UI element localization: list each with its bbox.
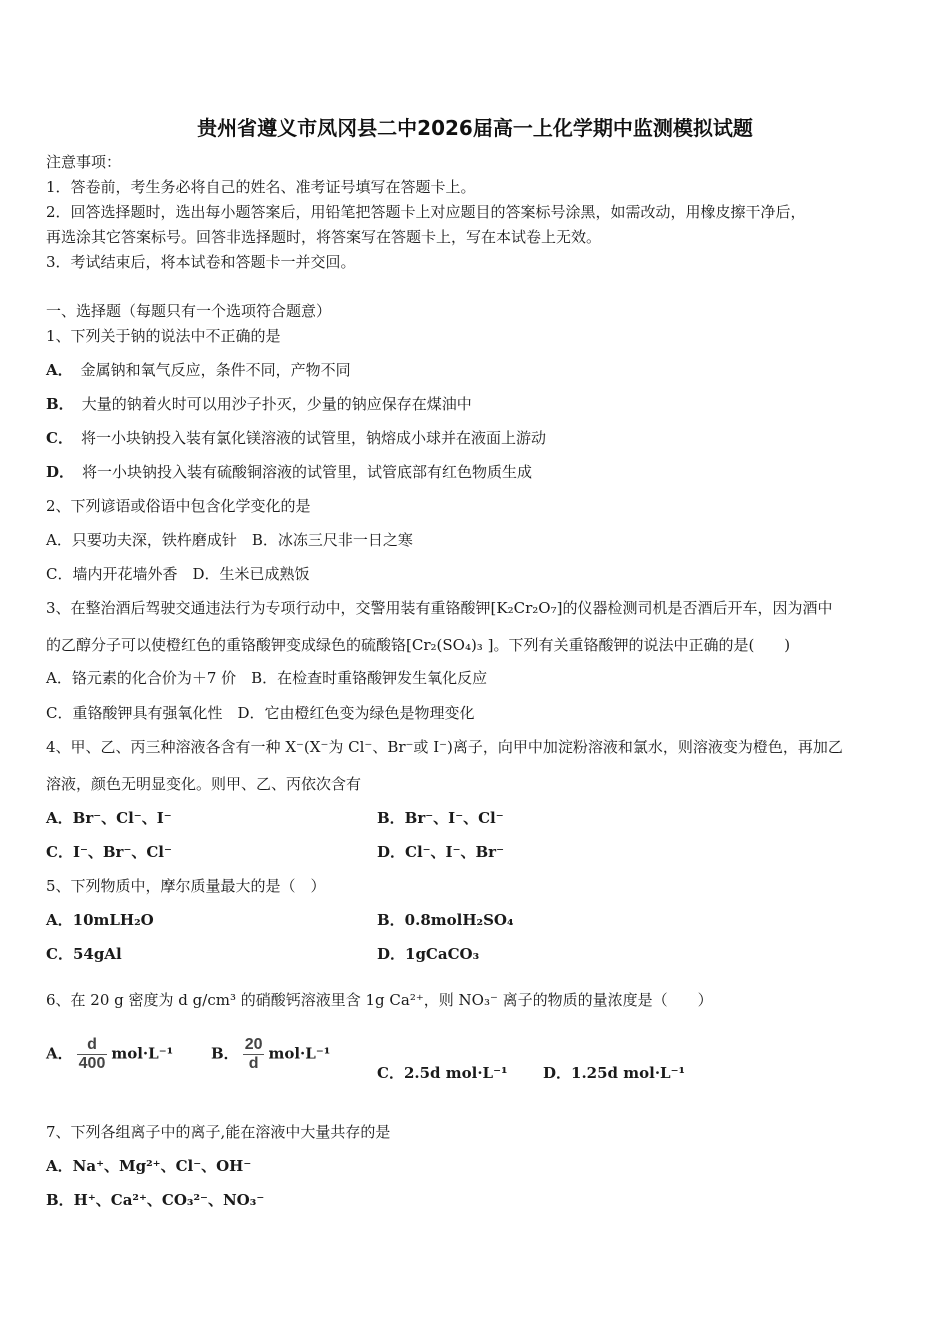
q2-stem: 2、下列谚语或俗语中包含化学变化的是 — [46, 497, 311, 515]
q4-option-a: A．Br⁻、Cl⁻、I⁻ — [46, 809, 172, 827]
q3-stem-1: 3、在整治酒后驾驶交通违法行为专项行动中，交警用装有重铬酸钾[K₂Cr₂O₇]的仪器检测司机是否酒后开车，因为酒中 — [46, 599, 833, 617]
q7-option-a: A．Na⁺、Mg²⁺、Cl⁻、OH⁻ — [46, 1157, 252, 1175]
q6-option-a-unit: mol·L⁻¹ — [111, 1044, 174, 1063]
q6-stem: 6、在 20 g 密度为 d g/cm³ 的硝酸钙溶液里含 1g Ca²⁺，则 NO₃⁻ 离子的物质的量浓度是（ ） — [46, 991, 713, 1009]
q4-option-d: D．Cl⁻、I⁻、Br⁻ — [377, 843, 504, 861]
q1-option-d: D． 将一小块钠投入装有硫酸铜溶液的试管里，试管底部有红色物质生成 — [46, 463, 533, 481]
q5-option-b: B．0.8molH₂SO₄ — [377, 911, 514, 929]
fraction-denominator: 400 — [78, 1055, 106, 1072]
fraction-denominator: d — [243, 1054, 265, 1073]
notice-item-2-cont: 再选涂其它答案标号。回答非选择题时，将答案写在答题卡上，写在本试卷上无效。 — [46, 228, 602, 246]
q3-stem-2: 的乙醇分子可以使橙红色的重铬酸钾变成绿色的硫酸铬[Cr₂(SO₄)₃ ]。下列有关重铬酸钾的说法中正确的是( ) — [46, 636, 791, 654]
q1-stem: 1、下列关于钠的说法中不正确的是 — [46, 327, 281, 345]
q4-stem-1: 4、甲、乙、丙三种溶液各含有一种 X⁻(X⁻为 Cl⁻、Br⁻或 I⁻)离子，向甲中加淀粉溶液和氯水，则溶液变为橙色，再加乙 — [46, 738, 843, 756]
q6-option-b-label: B． — [211, 1044, 239, 1063]
q2-options-cd: C．墙内开花墙外香 D．生米已成熟饭 — [46, 565, 310, 583]
q5-option-d: D．1gCaCO₃ — [377, 945, 480, 963]
notice-item-1: 1．答卷前，考生务必将自己的姓名、准考证号填写在答题卡上。 — [46, 178, 476, 196]
q1-option-b: B． 大量的钠着火时可以用沙子扑灭，少量的钠应保存在煤油中 — [46, 395, 472, 413]
q7-stem: 7、下列各组离子中的离子,能在溶液中大量共存的是 — [46, 1123, 391, 1141]
q5-stem: 5、下列物质中，摩尔质量最大的是（ ） — [46, 877, 326, 895]
q5-option-a: A．10mLH₂O — [46, 911, 154, 929]
q3-options-cd: C．重铬酸钾具有强氧化性 D．它由橙红色变为绿色是物理变化 — [46, 704, 475, 722]
page-title: 贵州省遵义市凤冈县二中2026届高一上化学期中监测模拟试题 — [197, 116, 753, 140]
q4-option-b: B．Br⁻、I⁻、Cl⁻ — [377, 809, 504, 827]
q6-option-a-label: A． — [46, 1044, 73, 1063]
q6-option-d: D．1.25d mol·L⁻¹ — [543, 1064, 686, 1082]
notice-heading: 注意事项： — [46, 153, 122, 171]
q5-option-c: C．54gAl — [46, 945, 122, 963]
fraction-numerator: d — [87, 1036, 97, 1053]
section-heading: 一、选择题（每题只有一个选项符合题意） — [46, 302, 332, 320]
q4-option-c: C．I⁻、Br⁻、Cl⁻ — [46, 843, 172, 861]
q1-option-a: A． 金属钠和氧气反应，条件不同，产物不同 — [46, 361, 351, 379]
notice-item-2: 2．回答选择题时，选出每小题答案后，用铅笔把答题卡上对应题目的答案标号涂黑，如需改动，用橡皮擦干净后， — [46, 203, 806, 221]
q3-options-ab: A．铬元素的化合价为＋7 价 B．在检查时重铬酸钾发生氧化反应 — [46, 669, 488, 687]
q6-option-a — [46, 1036, 173, 1073]
fraction-d-over-400 — [77, 1036, 108, 1073]
q6-option-b-unit: mol·L⁻¹ — [268, 1044, 331, 1063]
notice-item-3: 3．考试结束后，将本试卷和答题卡一并交回。 — [46, 253, 356, 271]
fraction-numerator: 20 — [244, 1036, 263, 1053]
q1-option-c: C． 将一小块钠投入装有氯化镁溶液的试管里，钠熔成小球并在液面上游动 — [46, 429, 546, 447]
q6-option-c: C．2.5d mol·L⁻¹ — [377, 1064, 508, 1082]
q2-options-ab: A．只要功夫深，铁杵磨成针 B．冰冻三尺非一日之寒 — [46, 531, 413, 549]
q6-option-b — [211, 1036, 330, 1073]
fraction-20-over-d — [243, 1036, 265, 1073]
q4-stem-2: 溶液，颜色无明显变化。则甲、乙、丙依次含有 — [46, 775, 362, 793]
q7-option-b: B．H⁺、Ca²⁺、CO₃²⁻、NO₃⁻ — [46, 1191, 265, 1209]
